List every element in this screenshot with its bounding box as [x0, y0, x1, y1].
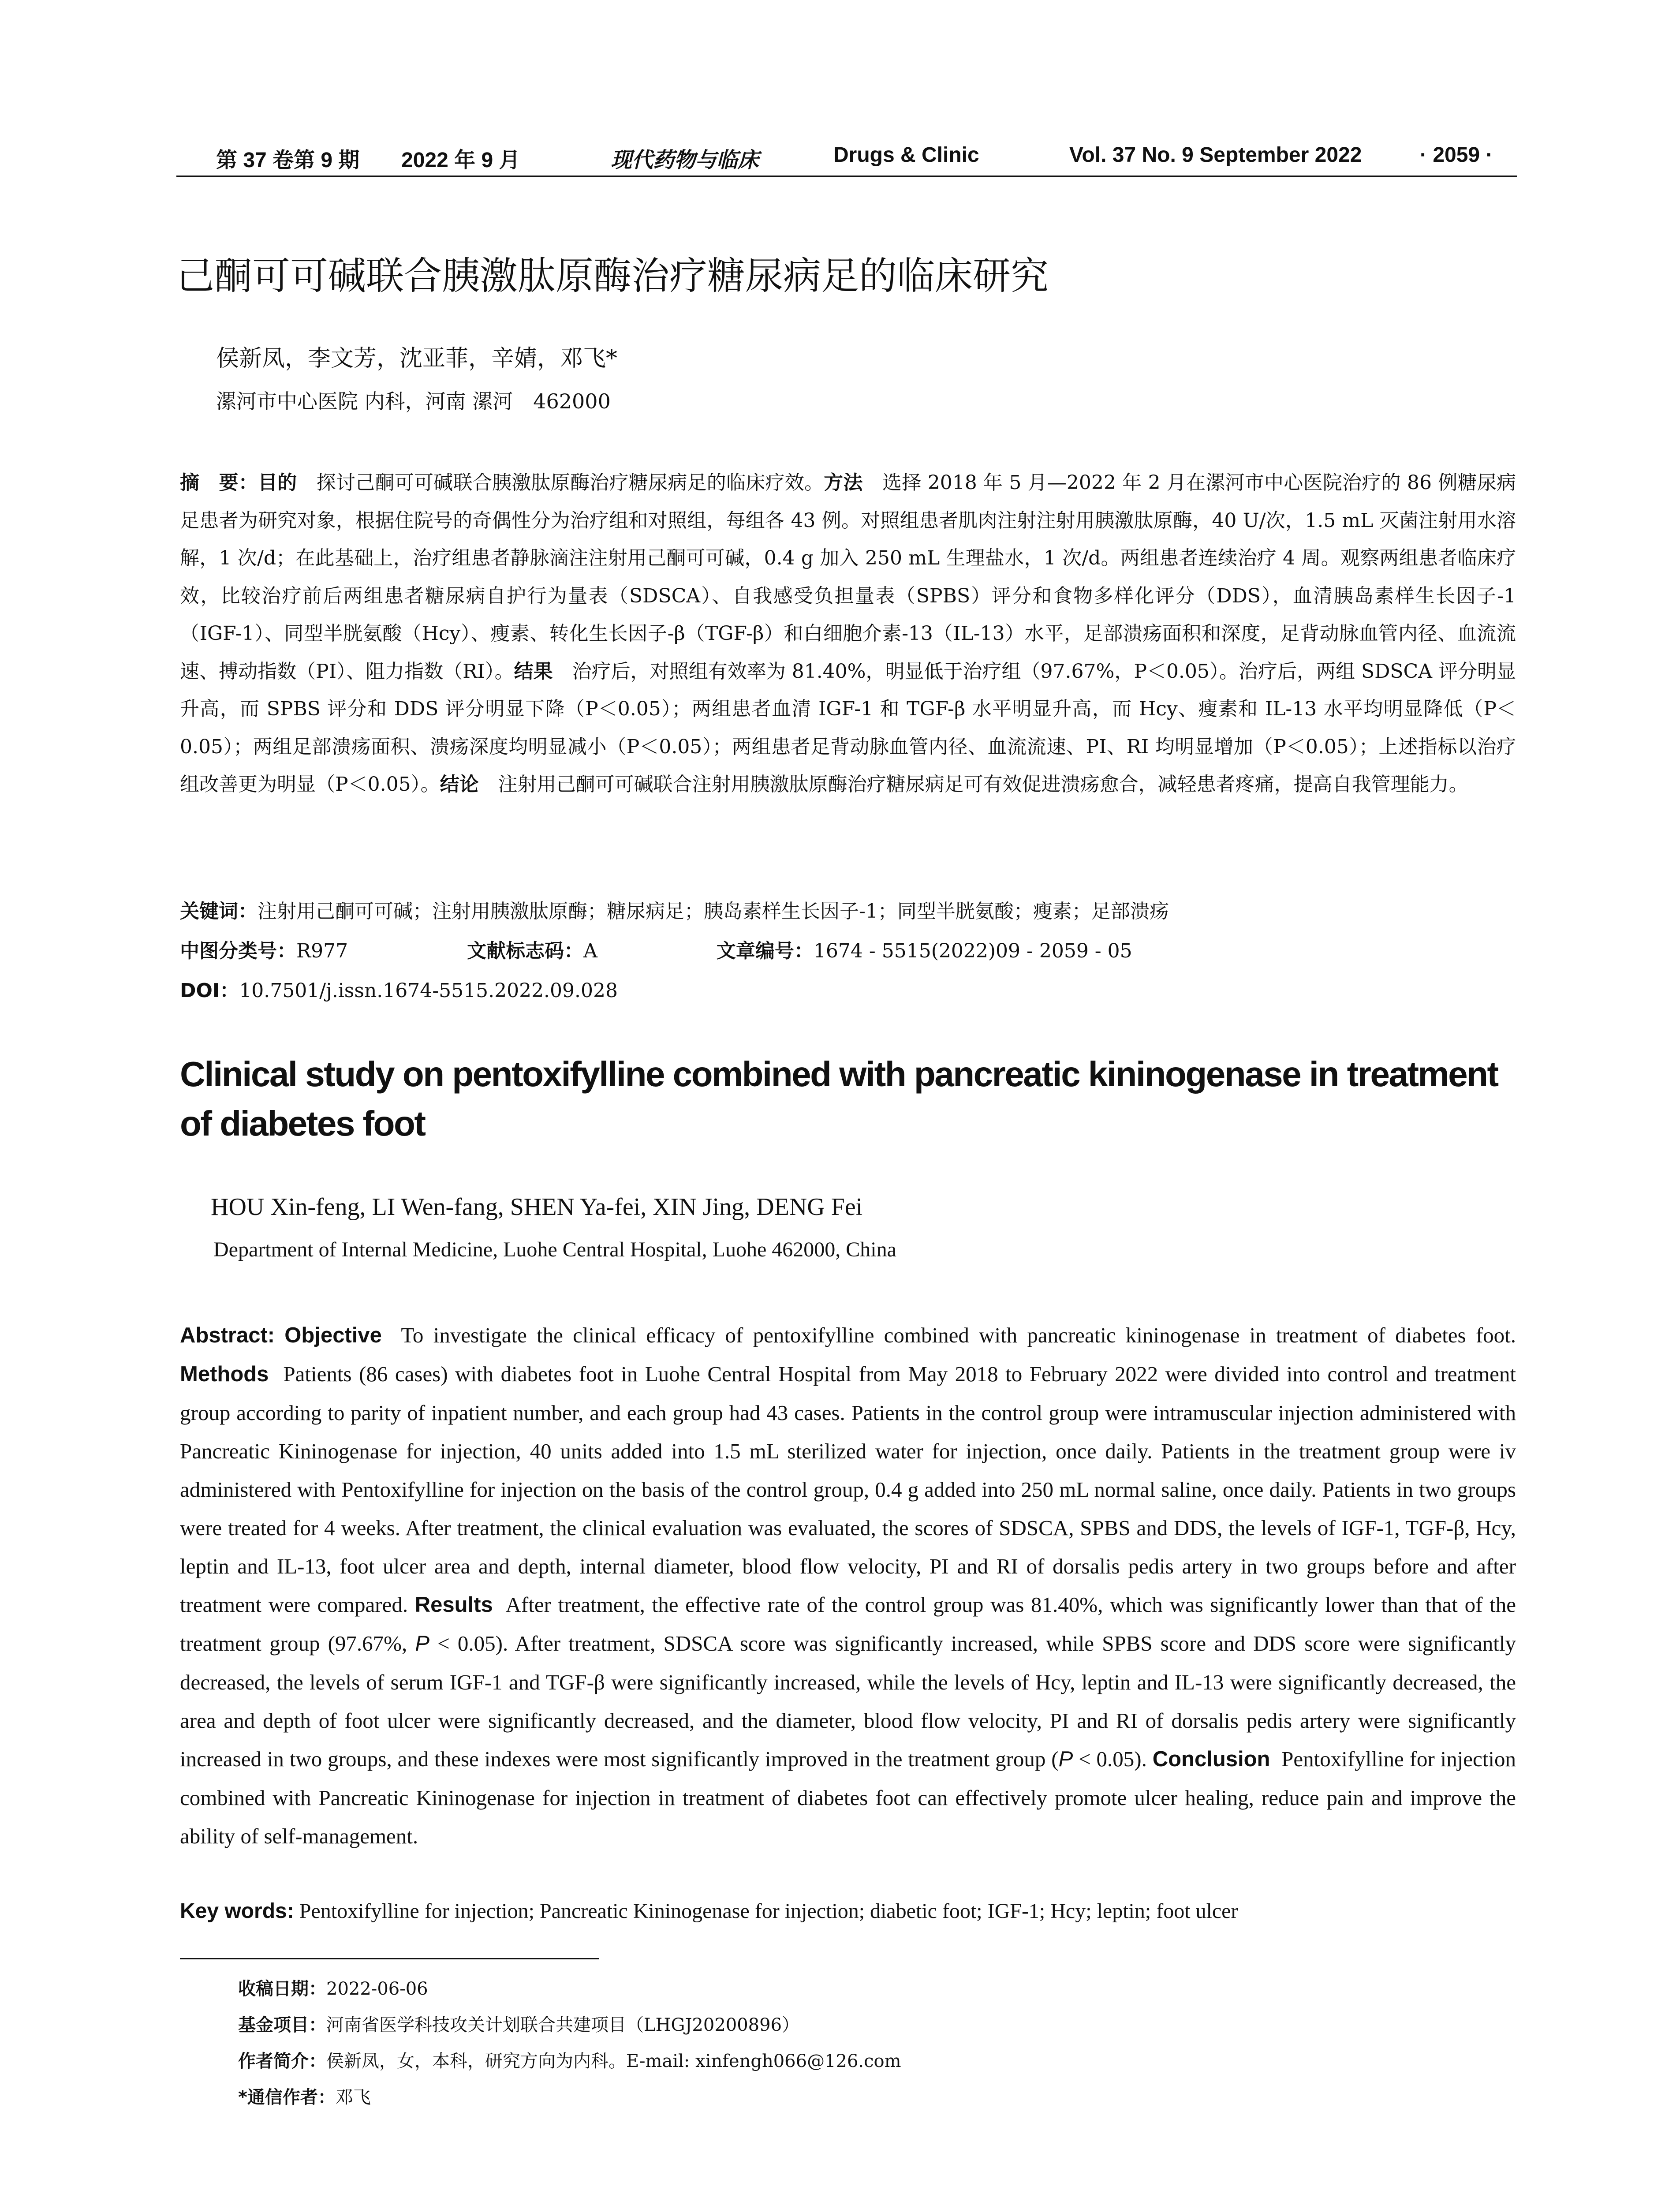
conclusion-en-text: Pentoxifylline for injection combined with Pancreatic Kininogenase for injection in treatment of diabetes foot can effectively promote ulcer healing, reduce pain and improve the ability of self-management.	[180, 1747, 1516, 1848]
authors-en: HOU Xin-feng, LI Wen-fang, SHEN Ya-fei, XIN Jing, DENG Fei	[211, 1193, 863, 1221]
results-en-text-2: < 0.05). After treatment, SDSCA score was significantly increased, while SPBS score and DDS score were significantly decreased, the levels of serum IGF-1 and TGF-β were significantly increased, while the levels of Hcy, leptin and IL-13 were significantly decreased, the area and depth of foot ulcer were significantly decreased, and the diameter, blood flow velocity, PI and RI of dorsalis pedis artery were significantly increased in two groups, and these indexes were most significantly improved in the treatment group (	[180, 1631, 1516, 1771]
keywords-cn	[180, 895, 1516, 923]
received-label: 收稿日期：	[238, 1979, 326, 1999]
keywords-en-text: Pentoxifylline for injection; Pancreatic Kininogenase for injection; diabetic foot; IGF-1; Hcy; leptin; foot ulcer	[299, 1899, 1238, 1923]
received-value: 2022-06-06	[326, 1979, 428, 1999]
abstract-en	[180, 1316, 1516, 1855]
affiliation-en: Department of Internal Medicine, Luohe Central Hospital, Luohe 462000, China	[213, 1238, 896, 1261]
abstract-cn	[180, 464, 1516, 804]
header-date-cn: 2022 年 9 月	[401, 149, 520, 172]
header-journal-cn: 现代药物与临床	[611, 148, 759, 172]
corr-value: 邓飞	[335, 2087, 371, 2108]
results-cn-text: 治疗后，对照组有效率为 81.40%，明显低于治疗组（97.67%，P＜0.05）。治疗后，两组 SDSCA 评分明显升高，而 SPBS 评分和 DDS 评分明显下降（P＜0.05）；两组患者血清 IGF-1 和 TGF-β 水平明显升高，而 Hcy、瘦素和 IL-13 水平均明显降低（P＜0.05）；两组足部溃疡面积、溃疡深度均明显减小（P＜0.05）；两组患者足背动脉血管内径、血流流速、PI、RI 均明显增加（P＜0.05）；上述指标以治疗组改善更为明显（P＜0.05）。	[180, 660, 1516, 796]
footnote-author-bio	[238, 2047, 901, 2072]
results-en-text-1: After treatment, the effective rate of the control group was 81.40%, which was significantly lower than that of the treatment group (97.67%,	[180, 1592, 1516, 1656]
classification-row	[180, 935, 1516, 963]
authors-cn: 侯新凤，李文芳，沈亚菲，辛婧，邓飞*	[216, 345, 618, 372]
abstract-cn-label: 摘 要：	[180, 471, 258, 494]
p-value-symbol: P	[1058, 1747, 1073, 1771]
results-en-label: Results	[414, 1593, 493, 1617]
doi-row	[180, 975, 1516, 1003]
header-page-number: · 2059 ·	[1420, 143, 1493, 167]
article-title-en: Clinical study on pentoxifylline combined with pancreatic kininogenase in treatment of diabetes foot	[180, 1054, 1498, 1143]
objective-cn-label: 目的	[258, 471, 297, 494]
fund-label: 基金项目：	[238, 2015, 326, 2035]
methods-cn-label: 方法	[824, 471, 863, 494]
affiliation-cn: 漯河市中心医院 内科，河南 漯河 462000	[216, 389, 611, 413]
footnote-received	[238, 1975, 428, 2000]
p-value-symbol: P	[415, 1632, 430, 1656]
clc-label: 中图分类号：	[180, 940, 296, 962]
results-cn-label: 结果	[514, 660, 553, 683]
keywords-en	[180, 1899, 1516, 1923]
header-volume-cn: 第 37 卷第 9 期	[216, 149, 360, 172]
methods-cn-text: 选择 2018 年 5 月—2022 年 2 月在漯河市中心医院治疗的 86 例糖尿病足患者为研究对象，根据住院号的奇偶性分为治疗组和对照组，每组各 43 例。对照组患者肌肉注射注射用胰激肽原酶，40 U/次，1.5 mL 灭菌注射用水溶解，1 次/d；在此基础上，治疗组患者静脉滴注注射用己酮可可碱，0.4 g 加入 250 mL 生理盐水，1 次/d。两组患者连续治疗 4 周。观察两组患者临床疗效，比较治疗前后两组患者糖尿病自护行为量表（SDSCA）、自我感受负担量表（SPBS）评分和食物多样化评分（DDS），血清胰岛素样生长因子-1（IGF-1）、同型半胱氨酸（Hcy）、瘦素、转化生长因子-β（TGF-β）和白细胞介素-13（IL-13）水平，足部溃疡面积和深度，足背动脉血管内径、血流流速、搏动指数（PI）、阻力指数（RI）。	[180, 471, 1516, 683]
abstract-en-label: Abstract:	[180, 1323, 275, 1347]
conclusion-cn-label: 结论	[440, 773, 479, 796]
objective-en-label: Objective	[284, 1323, 382, 1347]
keywords-cn-label: 关键词：	[180, 900, 258, 923]
objective-en-text: To investigate the clinical efficacy of pentoxifylline combined with pancreatic kininogenase in treatment of diabetes foot.	[401, 1323, 1516, 1347]
bio-value: 侯新凤，女，本科，研究方向为内科。E-mail: xinfengh066@126.com	[326, 2051, 901, 2071]
fund-value: 河南省医学科技攻关计划联合共建项目（LHGJ20200896）	[326, 2015, 800, 2035]
keywords-en-label: Key words:	[180, 1899, 294, 1923]
objective-cn-text: 探讨己酮可可碱联合胰激肽原酶治疗糖尿病足的临床疗效。	[297, 471, 824, 494]
doi-label: DOI：	[180, 979, 239, 1002]
corr-label: *通信作者：	[238, 2087, 336, 2108]
conclusion-cn-text: 注射用己酮可可碱联合注射用胰激肽原酶治疗糖尿病足可有效促进溃疡愈合，减轻患者疼痛，提高自我管理能力。	[478, 773, 1468, 796]
bio-label: 作者简介：	[238, 2051, 326, 2071]
doc-code-label: 文献标志码：	[467, 940, 584, 962]
keywords-cn-text: 注射用己酮可可碱；注射用胰激肽原酶；糖尿病足；胰岛素样生长因子-1；同型半胱氨酸；瘦素；足部溃疡	[258, 900, 1169, 923]
results-en-text-3: < 0.05).	[1073, 1747, 1147, 1771]
article-no-label: 文章编号：	[716, 940, 814, 962]
doc-code-value: A	[583, 940, 597, 962]
article-title-cn: 己酮可可碱联合胰激肽原酶治疗糖尿病足的临床研究	[176, 254, 1049, 298]
footnote-divider	[180, 1958, 599, 1959]
running-header	[176, 140, 1517, 177]
header-volume-en: Vol. 37 No. 9 September 2022	[1069, 143, 1362, 167]
conclusion-en-label: Conclusion	[1152, 1747, 1270, 1771]
header-journal-en: Drugs & Clinic	[833, 143, 979, 167]
methods-en-label: Methods	[180, 1362, 269, 1386]
doi-value: 10.7501/j.issn.1674-5515.2022.09.028	[239, 979, 618, 1002]
footnote-fund	[238, 2011, 799, 2036]
footnote-corresponding	[238, 2083, 371, 2108]
article-no-value: 1674 - 5515(2022)09 - 2059 - 05	[813, 940, 1132, 962]
clc-value: R977	[296, 940, 348, 962]
methods-en-text: Patients (86 cases) with diabetes foot in Luohe Central Hospital from May 2018 to February 2022 were divided into control and treatment group according to parity of inpatient number, and each group had 43 cases. Patients in the control group were intramuscular injection administered with Pancreatic Kininogenase for injection, 40 units added into 1.5 mL sterilized water for injection, once daily. Patients in the treatment group were iv administered with Pentoxifylline for injection on the basis of the control group, 0.4 g added into 250 mL normal saline, once daily. Patients in two groups were treated for 4 weeks. After treatment, the clinical evaluation was evaluated, the scores of SDSCA, SPBS and DDS, the levels of IGF-1, TGF-β, Hcy, leptin and IL-13, foot ulcer area and depth, internal diameter, blood flow velocity, PI and RI of dorsalis pedis artery in two groups before and after treatment were compared.	[180, 1362, 1516, 1617]
